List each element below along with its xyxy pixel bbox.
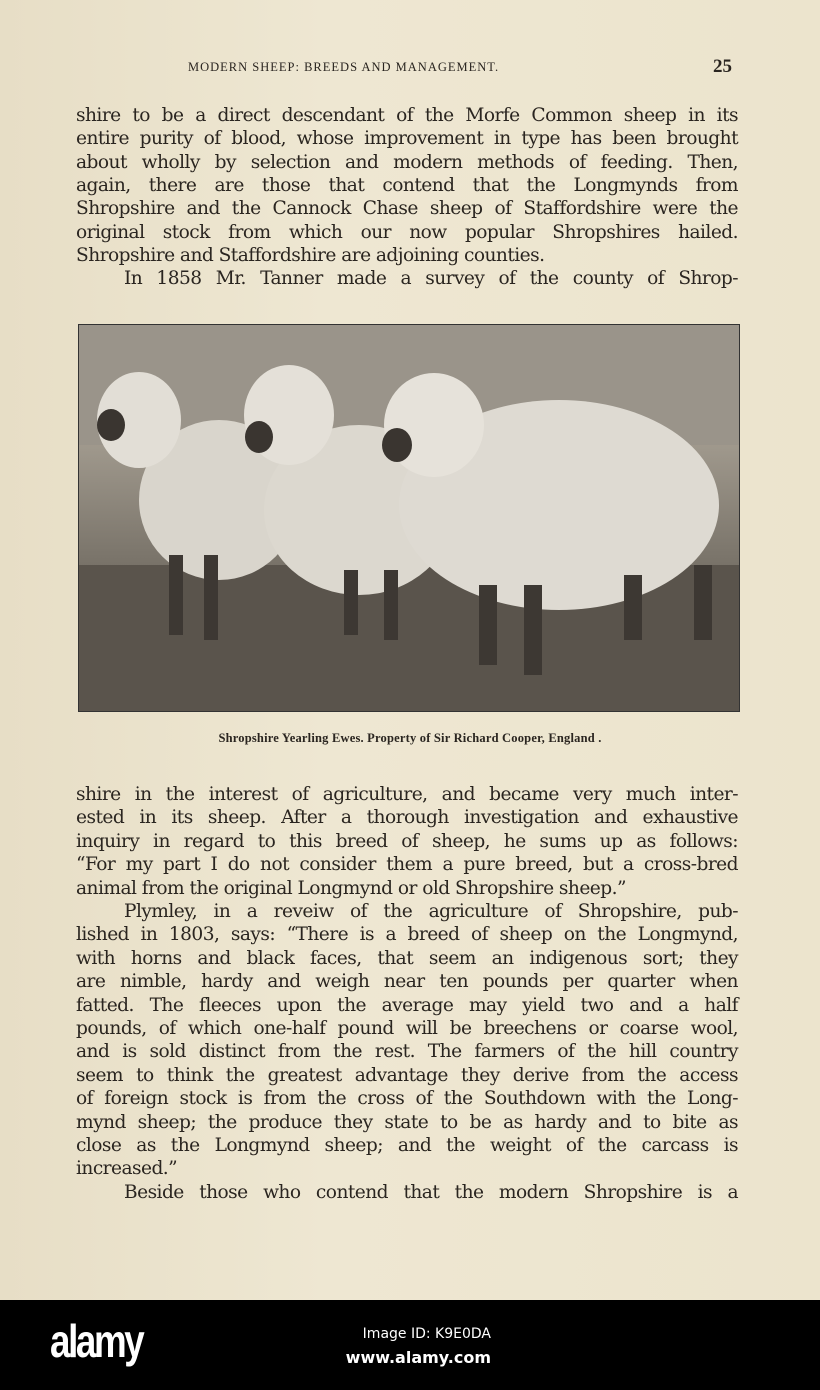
text-line: again, there are those that contend that the Longmynds from bbox=[76, 174, 738, 196]
text-line: Shropshire and the Cannock Chase sheep of Staffordshire were the bbox=[76, 198, 738, 220]
text-line: Beside those who contend that the modern Shropshire is a bbox=[124, 1181, 738, 1203]
text-line: Shropshire and Staffordshire are adjoining counties. bbox=[76, 244, 545, 266]
text-line: ested in its sheep. After a thorough investigation and exhaustive bbox=[76, 807, 738, 829]
text-line: increased.” bbox=[76, 1158, 178, 1180]
text-line: are nimble, hardy and weigh near ten pounds per quarter when bbox=[76, 971, 738, 993]
text-line: mynd sheep; the produce they state to be as hardy and to bite as bbox=[76, 1111, 738, 1133]
alamy-url: www.alamy.com bbox=[345, 1348, 491, 1367]
text-line: and is sold distinct from the rest. The farmers of the hill country bbox=[76, 1041, 738, 1063]
text-line: inquiry in regard to this breed of sheep, he sums up as follows: bbox=[76, 830, 738, 852]
sheep-photograph bbox=[78, 324, 740, 712]
text-line: Plymley, in a reveiw of the agriculture of Shropshire, pub- bbox=[124, 901, 738, 922]
text-line: original stock from which our now popular Shropshires hailed. bbox=[76, 221, 738, 243]
text-line: seem to think the greatest advantage they derive from the access bbox=[76, 1064, 738, 1086]
text-line: close as the Longmynd sheep; and the weight of the carcass is bbox=[76, 1135, 738, 1156]
page-number: 25 bbox=[713, 56, 732, 77]
text-line: with horns and black faces, that seem an indigenous sort; they bbox=[76, 947, 738, 969]
image-id: Image ID: K9E0DA bbox=[362, 1326, 491, 1342]
text-line: “For my part I do not consider them a pure breed, but a cross-bred bbox=[76, 854, 738, 876]
text-line: shire to be a direct descendant of the Morfe Common sheep in its bbox=[76, 105, 738, 126]
text-line: shire in the interest of agriculture, and became very much inter- bbox=[76, 784, 738, 805]
text-line: entire purity of blood, whose improvement in type has been brought bbox=[76, 128, 738, 150]
text-line: about wholly by selection and modern methods of feeding. Then, bbox=[76, 151, 738, 173]
text-line: lished in 1803, says: “There is a breed of sheep on the Longmynd, bbox=[76, 924, 738, 946]
page-header bbox=[0, 58, 820, 78]
text-line: pounds, of which one-half pound will be breechens or coarse wool, bbox=[76, 1018, 738, 1039]
running-title: MODERN SHEEP: BREEDS AND MANAGEMENT. bbox=[188, 60, 500, 74]
photo-caption: Shropshire Yearling Ewes. Property of Sir Richard Cooper, England . bbox=[218, 731, 602, 745]
watermark-footer bbox=[0, 1300, 820, 1390]
text-line: of foreign stock is from the cross of the Southdown with the Long- bbox=[76, 1088, 738, 1110]
text-line: fatted. The fleeces upon the average may yield two and a half bbox=[76, 994, 738, 1016]
text-line: animal from the original Longmynd or old Shropshire sheep.” bbox=[76, 877, 626, 899]
alamy-logo: alamy bbox=[50, 1315, 143, 1367]
text-line: In 1858 Mr. Tanner made a survey of the county of Shrop- bbox=[124, 268, 738, 290]
